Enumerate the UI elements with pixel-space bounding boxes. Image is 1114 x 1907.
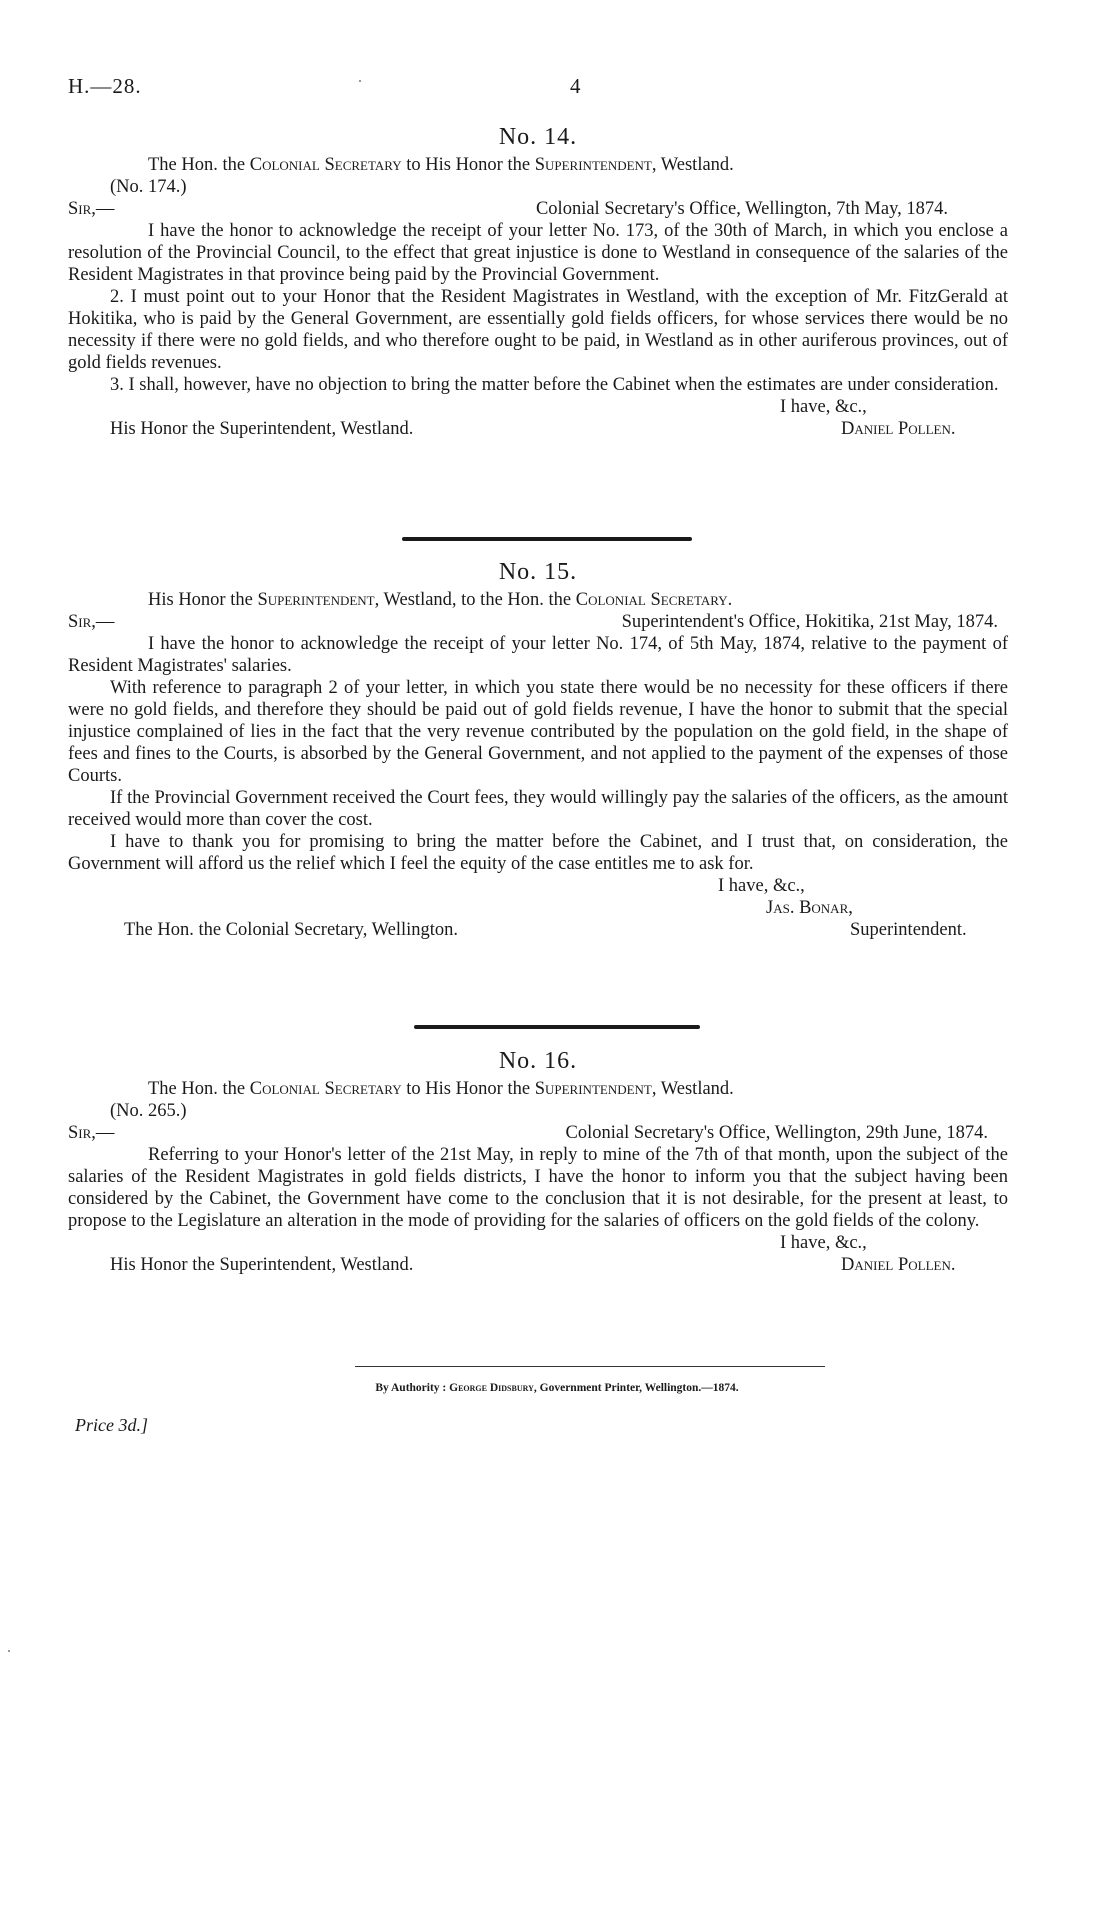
closing: I have, &c., [780,397,867,417]
letter-reference: (No. 265.) [110,1101,187,1121]
closing-line [68,396,1008,418]
address-to: Superintendent [534,1079,652,1099]
salutation: Sir,— [68,1123,115,1143]
address-mid: , Westland, to the Hon. the [374,590,572,610]
letter-no-15 [68,561,1008,941]
address-suffix: , Westland. [651,1079,734,1099]
signatory: Daniel Pollen. [841,1255,956,1275]
printer-prefix: By Authority : [375,1382,447,1394]
closing-line [68,1232,1008,1254]
footer-divider [355,1366,825,1367]
paper-speck [359,80,361,82]
address-prefix: His Honor the [148,590,253,610]
paragraph: 2. I must point out to your Honor that the Resident Magistrates in Westland, with the exception of Mr. FitzGerald at Hokitika, who is paid by the General Government, are essentially gold fields officers, for whose services there would be no necessity if there were no gold fields, and who therefore ought to be paid, in Westland as in other auriferous provinces, out of gold fields revenues. [68,287,1008,373]
address-suffix: . [727,590,733,610]
paragraph: I have to thank you for promising to bring the matter before the Cabinet, and I trust that, on consideration, the Government will afford us the relief which I feel the equity of the case entitles me to ask for. [68,832,1008,874]
address-from: Superintendent [257,590,375,610]
address-from: Colonial Secretary [249,1079,402,1099]
salutation: Sir,— [68,199,115,219]
signatory-title: Superintendent. [850,920,967,940]
paragraph: I have the honor to acknowledge the receipt of your letter No. 174, of 5th May, 1874, relative to the payment of Resident Magistrates' salaries. [68,634,1008,676]
page-number: 4 [570,74,581,98]
signature-line [68,418,1008,440]
closing: I have, &c., [718,876,805,896]
office-date: Colonial Secretary's Office, Wellington, 29th June, 1874. [565,1123,988,1143]
letter-no-14 [68,126,1008,440]
address-suffix: , Westland. [651,155,734,175]
addressee: His Honor the Superintendent, Westland. [110,1255,414,1275]
price-note: Price 3d.] [75,1415,148,1435]
paragraph: With reference to paragraph 2 of your letter, in which you state there would be no necessity for these officers if there were no gold fields, and therefore they should be paid out of gold fields revenue, I have the honor to submit that the special injustice complained of lies in the fact that the very revenue contributed by the population on the gold field, in the shape of fees and fines to the Courts, is absorbed by the General Government, and not applied to the payment of the expenses of those Courts. [68,678,1008,786]
signatory-line [68,897,1008,919]
paper-speck [8,1650,10,1652]
address-prefix: The Hon. the [148,1079,246,1099]
letter-address-line [68,1078,1008,1100]
letter-address-line [68,154,1008,176]
paragraph: Referring to your Honor's letter of the 21st May, in reply to mine of the 7th of that month, upon the subject of the salaries of the Resident Magistrates in gold fields districts, I have the honor to inform you that the subject having been considered by the Cabinet, the Government have come to the conclusion that it is not desirable, for the present at least, to propose to the Legislature an alteration in the mode of providing for the salaries of officers on the gold fields of the colony. [68,1145,1008,1231]
salutation: Sir,— [68,612,115,632]
address-to: Colonial Secretary [575,590,728,610]
signatory: Daniel Pollen. [841,419,956,439]
address-mid: to His Honor the [406,155,531,175]
signature-line [68,919,1008,941]
salutation-line [68,611,1008,633]
signature-line [68,1254,1008,1276]
printer-imprint [0,1377,1114,1399]
letter-number-heading: No. 14. [498,124,578,150]
addressee: His Honor the Superintendent, Westland. [110,419,414,439]
section-divider [414,1025,700,1029]
printer-suffix: , Government Printer, Wellington.—1874. [533,1382,739,1394]
letter-number-heading: No. 15. [498,559,578,585]
office-date: Superintendent's Office, Hokitika, 21st May, 1874. [621,612,998,632]
address-mid: to His Honor the [406,1079,531,1099]
office-date: Colonial Secretary's Office, Wellington, 7th May, 1874. [535,199,948,219]
signatory: Jas. Bonar, [766,898,853,918]
letter-number-heading: No. 16. [498,1048,578,1074]
addressee: The Hon. the Colonial Secretary, Wellington. [124,920,459,940]
section-divider [402,537,692,541]
closing: I have, &c., [780,1233,867,1253]
address-to: Superintendent [534,155,652,175]
paragraph: 3. I shall, however, have no objection to bring the matter before the Cabinet when the estimates are under consideration. [110,375,999,395]
paragraph: I have the honor to acknowledge the receipt of your letter No. 173, of the 30th of March, in which you enclose a resolution of the Provincial Council, to the effect that great injustice is done to Westland in consequence of the salaries of the Resident Magistrates in that province being paid by the Provincial Government. [68,221,1008,285]
address-prefix: The Hon. the [148,155,246,175]
letter-address-line [68,589,1008,611]
page-identifier: H.—28. [68,74,142,98]
letter-reference: (No. 174.) [110,177,187,197]
address-from: Colonial Secretary [249,155,402,175]
letter-no-16 [68,1050,1008,1276]
closing-line [68,875,1008,897]
salutation-line [68,198,1008,220]
paragraph: If the Provincial Government received the Court fees, they would willingly pay the salaries of the officers, as the amount received would more than cover the cost. [68,788,1008,830]
printer-name: George Didsbury [449,1382,534,1394]
salutation-line [68,1122,1008,1144]
